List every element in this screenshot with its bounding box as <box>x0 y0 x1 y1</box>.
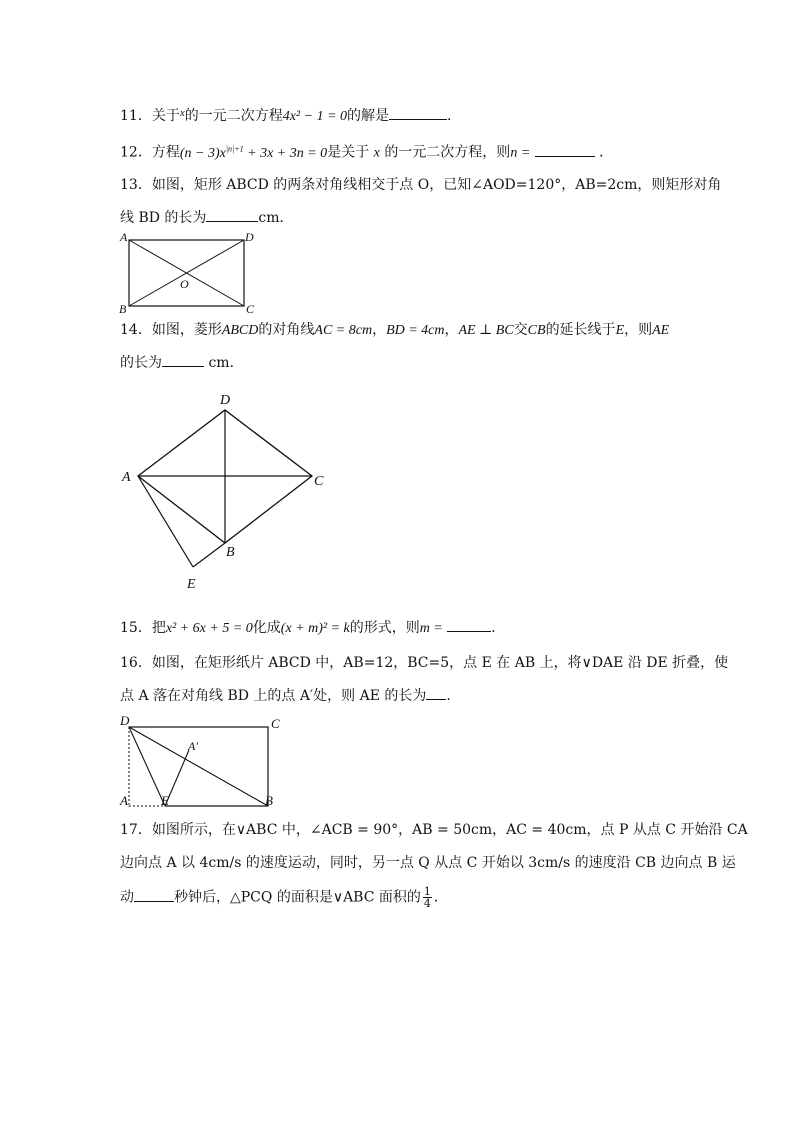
label-d: D <box>220 393 231 408</box>
question-13-line-2: 线 BD 的长为 cm． <box>120 207 294 228</box>
fold-diagram-q16 <box>118 712 288 812</box>
label-a: A <box>122 470 131 485</box>
answer-blank[interactable] <box>389 105 447 120</box>
label-a-prime: A′ <box>188 739 198 753</box>
question-15: 15．把x² + 6x + 5 = 0化成(x + m)² = k的形式，则m = ． <box>120 617 505 639</box>
answer-blank[interactable] <box>206 207 258 222</box>
answer-blank[interactable] <box>162 352 204 367</box>
answer-blank[interactable] <box>134 887 174 902</box>
label-b: B <box>119 302 127 316</box>
answer-blank[interactable] <box>426 685 446 700</box>
question-17-line-1: 17．如图所示，在∨ABC 中，∠ACB = 90°，AB = 50cm，AC = 40cm，点 P 从点 C 开始沿 CA <box>120 822 748 838</box>
question-14-line-2: 的长为 cm． <box>120 352 244 373</box>
rhombus-diagram-q14 <box>118 390 338 595</box>
answer-blank[interactable] <box>447 617 491 632</box>
question-16-line-1: 16．如图，在矩形纸片 ABCD 中，AB=12，BC=5，点 E 在 AB 上，将∨DAE 沿 DE 折叠，使 <box>120 655 729 671</box>
label-c: C <box>314 474 324 489</box>
label-a: A <box>120 793 128 808</box>
label-e: E <box>187 577 196 592</box>
segment-ae <box>138 476 193 567</box>
answer-blank[interactable] <box>535 142 595 157</box>
question-17-line-2: 边向点 A 以 4cm/s 的速度运动，同时，另一点 Q 从点 C 开始以 3cm/s 的速度沿 CB 边向点 B 运 <box>120 855 736 871</box>
question-17-line-3: 动 秒钟后，△PCQ 的面积是∨ABC 面积的 $\frac{1}{4}$ ． <box>120 885 448 910</box>
question-13-line-1: 13．如图，矩形 ABCD 的两条对角线相交于点 O，已知∠AOD=120°，AB=2cm，则矩形对角 <box>120 177 722 193</box>
fraction-one-quarter: $\frac{1}{4}$ <box>423 885 431 910</box>
label-c: C <box>271 716 280 731</box>
label-d: D <box>120 713 130 728</box>
label-d: D <box>245 230 254 244</box>
extension-cb <box>193 543 225 567</box>
label-o: O <box>180 277 189 291</box>
label-b: B <box>226 545 235 560</box>
question-14-line-1: 14．如图，菱形ABCD的对角线AC = 8cm，BD = 4cm，AE ⊥ BC交CB的延长线于E，则AE <box>120 322 670 338</box>
equation: 4x² − 1 = 0 <box>282 109 348 124</box>
diagonal-bd <box>129 727 268 806</box>
fold-line-de <box>129 727 165 806</box>
question-16-line-2: 点 A 落在对角线 BD 上的点 A′处，则 AE 的长为 ． <box>120 685 460 706</box>
label-c: C <box>246 302 255 316</box>
label-b: B <box>265 793 273 808</box>
label-a: A <box>120 230 128 244</box>
question-12: 12．方程$(n - 3)x^{|n|+1} + 3x + 3n = 0$是关于 x 的一元二次方程，则n = ． <box>120 139 613 164</box>
label-e: E <box>161 793 169 808</box>
question-11: 11．关于$^x$的一元二次方程4x² − 1 = 0的解是 ． <box>120 107 462 124</box>
rectangle-diagram-q13 <box>118 230 268 315</box>
equation: $(n - 3)x^{|n|+1} + 3x + 3n = 0$ <box>179 144 328 161</box>
